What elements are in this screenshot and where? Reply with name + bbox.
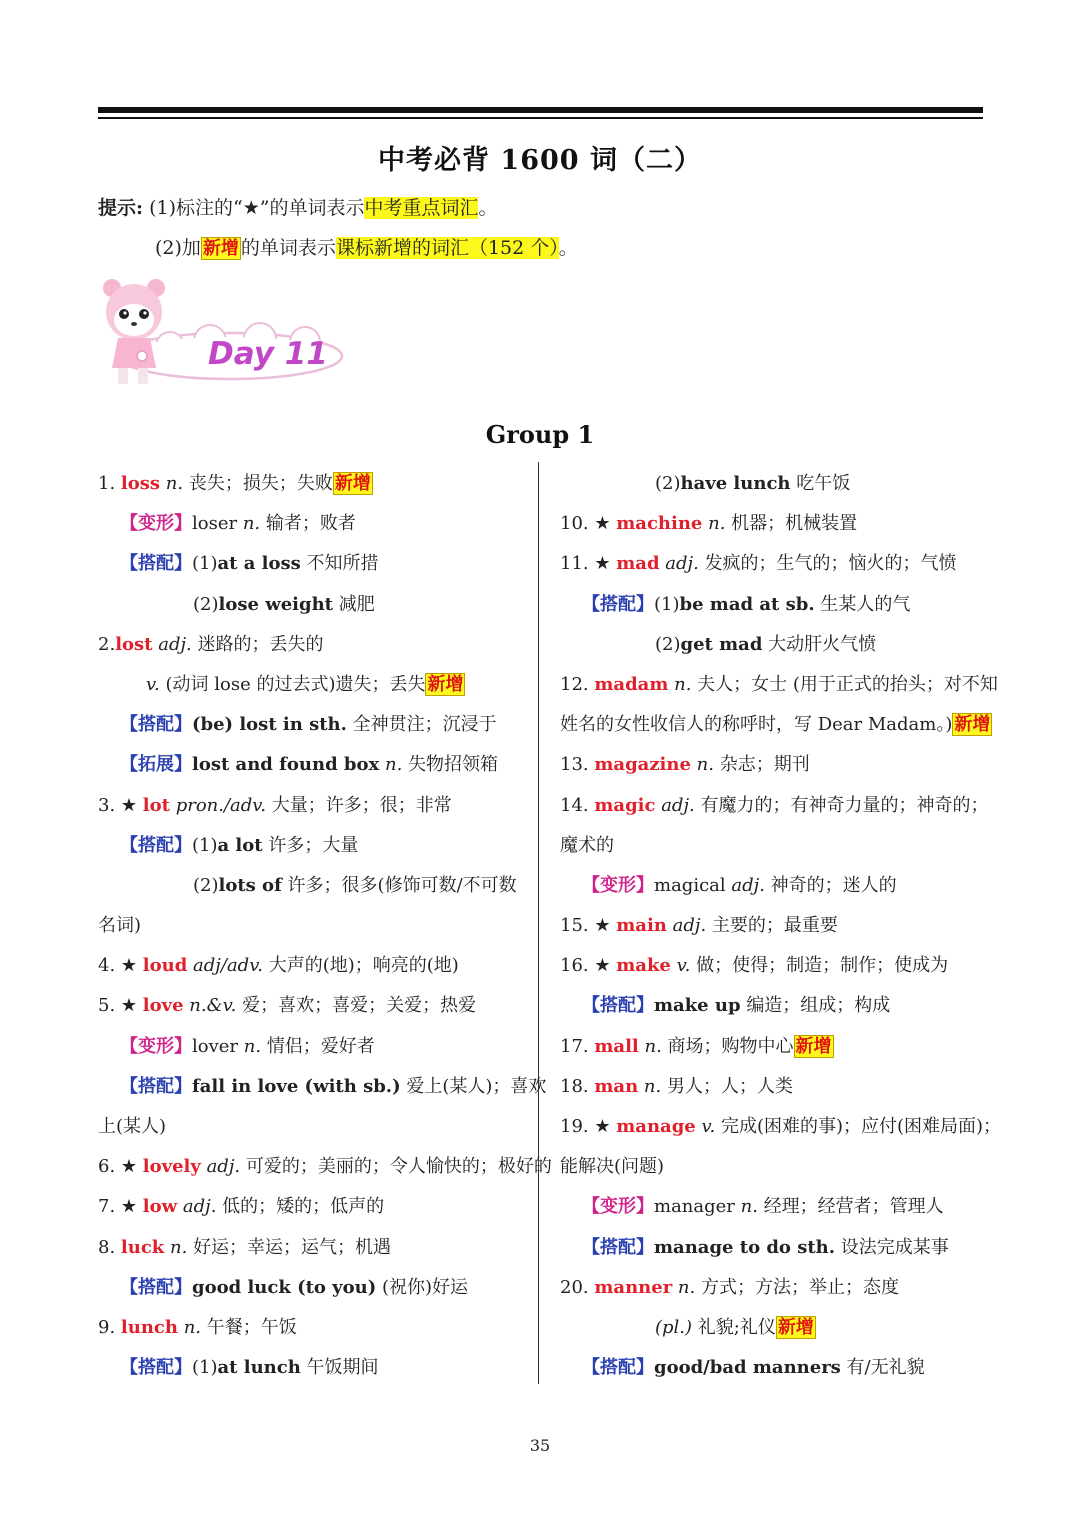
entry-main: 15. ★ main adj. 主要的；最重要 <box>560 915 838 937</box>
headword: manner <box>594 1276 673 1298</box>
headword: low <box>142 1196 178 1218</box>
entry-sub: 【搭配】good/bad manners 有/无礼貌 <box>582 1357 925 1379</box>
new-tag: 新增 <box>427 673 464 695</box>
entry-sub: (2)get mad 大动肝火气愤 <box>655 633 877 655</box>
label: 【变形】 <box>582 1196 654 1218</box>
headword: magic <box>594 794 656 816</box>
entry-luck: 8. luck n. 好运；幸运；运气；机遇 <box>98 1236 392 1258</box>
entry-continuation: 魔术的 <box>560 834 614 856</box>
entry-magazine: 13. magazine n. 杂志；期刊 <box>560 754 810 776</box>
entry-lunch: 9. lunch n. 午餐；午饭 <box>98 1316 297 1338</box>
header-rule-thick <box>98 107 983 113</box>
headword: lunch <box>120 1316 178 1338</box>
left-column <box>98 464 552 1388</box>
entry-sub: 【搭配】make up 编造；组成；构成 <box>582 995 891 1017</box>
entry-man: 18. man n. 男人；人；人类 <box>560 1075 793 1097</box>
label: 【搭配】 <box>120 714 192 736</box>
star-icon: ★ <box>120 1156 138 1178</box>
headword: main <box>616 915 667 937</box>
new-tag: 新增 <box>334 473 371 494</box>
entry-sub: 【搭配】(be) lost in sth. 全神贯注；沉浸于 <box>120 714 497 736</box>
tip-text: 。 <box>558 237 578 259</box>
entry-manage: 19. ★ manage v. 完成(困难的事)；应付(困难局面)； <box>560 1116 1002 1137</box>
label: 【搭配】 <box>120 834 192 856</box>
tip-line-2 <box>155 233 578 260</box>
headword: loud <box>142 955 188 977</box>
headword: lovely <box>142 1156 201 1178</box>
headword: man <box>594 1075 639 1097</box>
label: 【搭配】 <box>120 1276 192 1298</box>
entry-sub: 【搭配】(1)a lot 许多；大量 <box>120 834 359 856</box>
label: 【搭配】 <box>582 995 654 1017</box>
star-icon: ★ <box>594 553 611 575</box>
entry-machine: 10. ★ machine n. 机器；机械装置 <box>560 513 858 535</box>
star-icon: ★ <box>120 794 138 816</box>
entry-lovely: 6. ★ lovely adj. 可爱的；美丽的；令人愉快的；极好的 <box>98 1156 552 1178</box>
star-icon: ★ <box>120 1196 138 1218</box>
entry-continuation: 名词) <box>98 915 142 937</box>
entry-make: 16. ★ make v. 做；使得；制造；制作；使成为 <box>560 955 949 977</box>
star-icon: ★ <box>594 1116 611 1137</box>
label: 【搭配】 <box>120 553 192 575</box>
entry-lost: 2.lost adj. 迷路的；丢失的 <box>98 633 324 655</box>
day-banner <box>100 276 360 396</box>
entry-sub: 【搭配】(1)at a loss 不知所措 <box>120 553 379 575</box>
header-rule-thin <box>98 117 983 119</box>
entry-loss: 1. loss n. 丧失；损失；失败 新增 <box>98 473 371 494</box>
headword: mall <box>594 1035 639 1057</box>
page-title: 中考必背 1600 词（二） <box>378 145 702 176</box>
entry-sub: 【搭配】fall in love (with sb.) 爱上(某人)；喜欢 <box>120 1075 547 1097</box>
label: 【搭配】 <box>582 593 654 615</box>
star-icon: ★ <box>120 995 138 1017</box>
new-tag: 新增 <box>202 238 239 259</box>
entry-sub: v. (动词 lose 的过去式)遗失；丢失 新增 <box>146 673 464 695</box>
entry-mad: 11. ★ mad adj. 发疯的；生气的；恼火的；气愤 <box>560 553 957 575</box>
label: 【变形】 <box>582 874 654 896</box>
entry-sub: (pl.) 礼貌;礼仪 新增 <box>655 1316 814 1338</box>
label: 【变形】 <box>120 1035 192 1057</box>
entry-sub: 【变形】loser n. 输者；败者 <box>120 513 356 535</box>
entry-sub: 【搭配】(1)be mad at sb. 生某人的气 <box>582 593 911 615</box>
headword: manage <box>616 1116 696 1137</box>
entry-lot: 3. ★ lot pron./adv. 大量；许多；很；非常 <box>98 794 452 816</box>
definition: 丧失；损失；失败 <box>188 473 333 494</box>
star-icon: ★ <box>594 513 611 535</box>
tip-text: ”的单词表示 <box>259 197 365 219</box>
star-icon: ★ <box>594 955 611 977</box>
entry-continuation: 上(某人) <box>98 1116 167 1137</box>
panda-mascot-icon <box>100 276 360 396</box>
tip-text: 的单词表示 <box>240 237 336 259</box>
headword: loss <box>120 473 161 494</box>
star-icon: ★ <box>120 955 138 977</box>
star-icon: ★ <box>242 197 260 219</box>
entry-magic: 14. magic adj. 有魔力的；有神奇力量的；神奇的； <box>560 794 989 816</box>
tip-line-1 <box>98 193 498 220</box>
label: 【搭配】 <box>582 1357 654 1379</box>
entry-love: 5. ★ love n.&v. 爱；喜欢；喜爱；关爱；热爱 <box>98 995 477 1017</box>
entry-sub: (2)lose weight 减肥 <box>193 593 375 615</box>
day-label: Day 11 <box>208 336 328 372</box>
entry-continuation: 能解决(问题) <box>560 1156 665 1178</box>
entry-sub: 【变形】manager n. 经理；经营者；管理人 <box>582 1196 944 1218</box>
entry-manner: 20. manner n. 方式；方法；举止；态度 <box>560 1276 899 1298</box>
new-tag: 新增 <box>795 1035 832 1057</box>
new-tag: 新增 <box>954 714 991 736</box>
entry-low: 7. ★ low adj. 低的；矮的；低声的 <box>98 1196 385 1218</box>
label: 【变形】 <box>120 513 192 535</box>
star-icon: ★ <box>594 915 611 937</box>
label: 【搭配】 <box>120 1075 192 1097</box>
column-divider <box>538 462 539 1384</box>
entry-sub: 【拓展】lost and found box n. 失物招领箱 <box>120 754 499 776</box>
headword: luck <box>120 1236 165 1258</box>
headword: magazine <box>594 754 691 776</box>
headword: machine <box>616 513 703 535</box>
group-title: Group 1 <box>485 420 595 449</box>
entry-sub: 【变形】lover n. 情侣；爱好者 <box>120 1035 375 1057</box>
label: 【搭配】 <box>582 1236 654 1258</box>
headword: love <box>142 995 184 1017</box>
tip-highlight: 中考重点词汇 <box>364 197 479 219</box>
label: 【拓展】 <box>120 754 192 776</box>
page-number: 35 <box>529 1436 551 1455</box>
tip-text: (1)标注的“ <box>149 197 243 219</box>
part-of-speech: n. <box>165 473 184 494</box>
tip-label: 提示: <box>98 197 144 219</box>
headword: make <box>616 955 671 977</box>
tip-highlight: 课标新增的词汇（152 个） <box>335 237 559 259</box>
entry-loud: 4. ★ loud adj/adv. 大声的(地)；响亮的(地) <box>98 955 459 977</box>
entry-sub: (2)lots of 许多；很多(修饰可数/不可数 <box>193 874 517 896</box>
entry-sub: 【搭配】(1)at lunch 午饭期间 <box>120 1357 379 1379</box>
entry-sub: (2)have lunch 吃午饭 <box>655 473 851 494</box>
new-tag: 新增 <box>777 1316 814 1338</box>
tip-text: (2)加 <box>155 237 201 259</box>
tip-text: 。 <box>478 197 498 219</box>
label: 【搭配】 <box>120 1357 192 1379</box>
headword: madam <box>594 673 669 695</box>
entry-sub: 【搭配】manage to do sth. 设法完成某事 <box>582 1236 949 1258</box>
headword: lot <box>142 794 170 816</box>
entry-sub: 【搭配】good luck (to you) (祝你)好运 <box>120 1276 469 1298</box>
entry-madam: 12. madam n. 夫人；女士 (用于正式的抬头；对不知 <box>560 673 998 695</box>
headword: lost <box>115 633 153 655</box>
right-column <box>560 464 1002 1388</box>
entry-mall: 17. mall n. 商场；购物中心 新增 <box>560 1035 832 1057</box>
entry-sub: 【变形】magical adj. 神奇的；迷人的 <box>582 874 897 896</box>
headword: mad <box>616 553 660 575</box>
entry-continuation: 姓名的女性收信人的称呼时，写 Dear Madam。) 新增 <box>560 714 991 736</box>
